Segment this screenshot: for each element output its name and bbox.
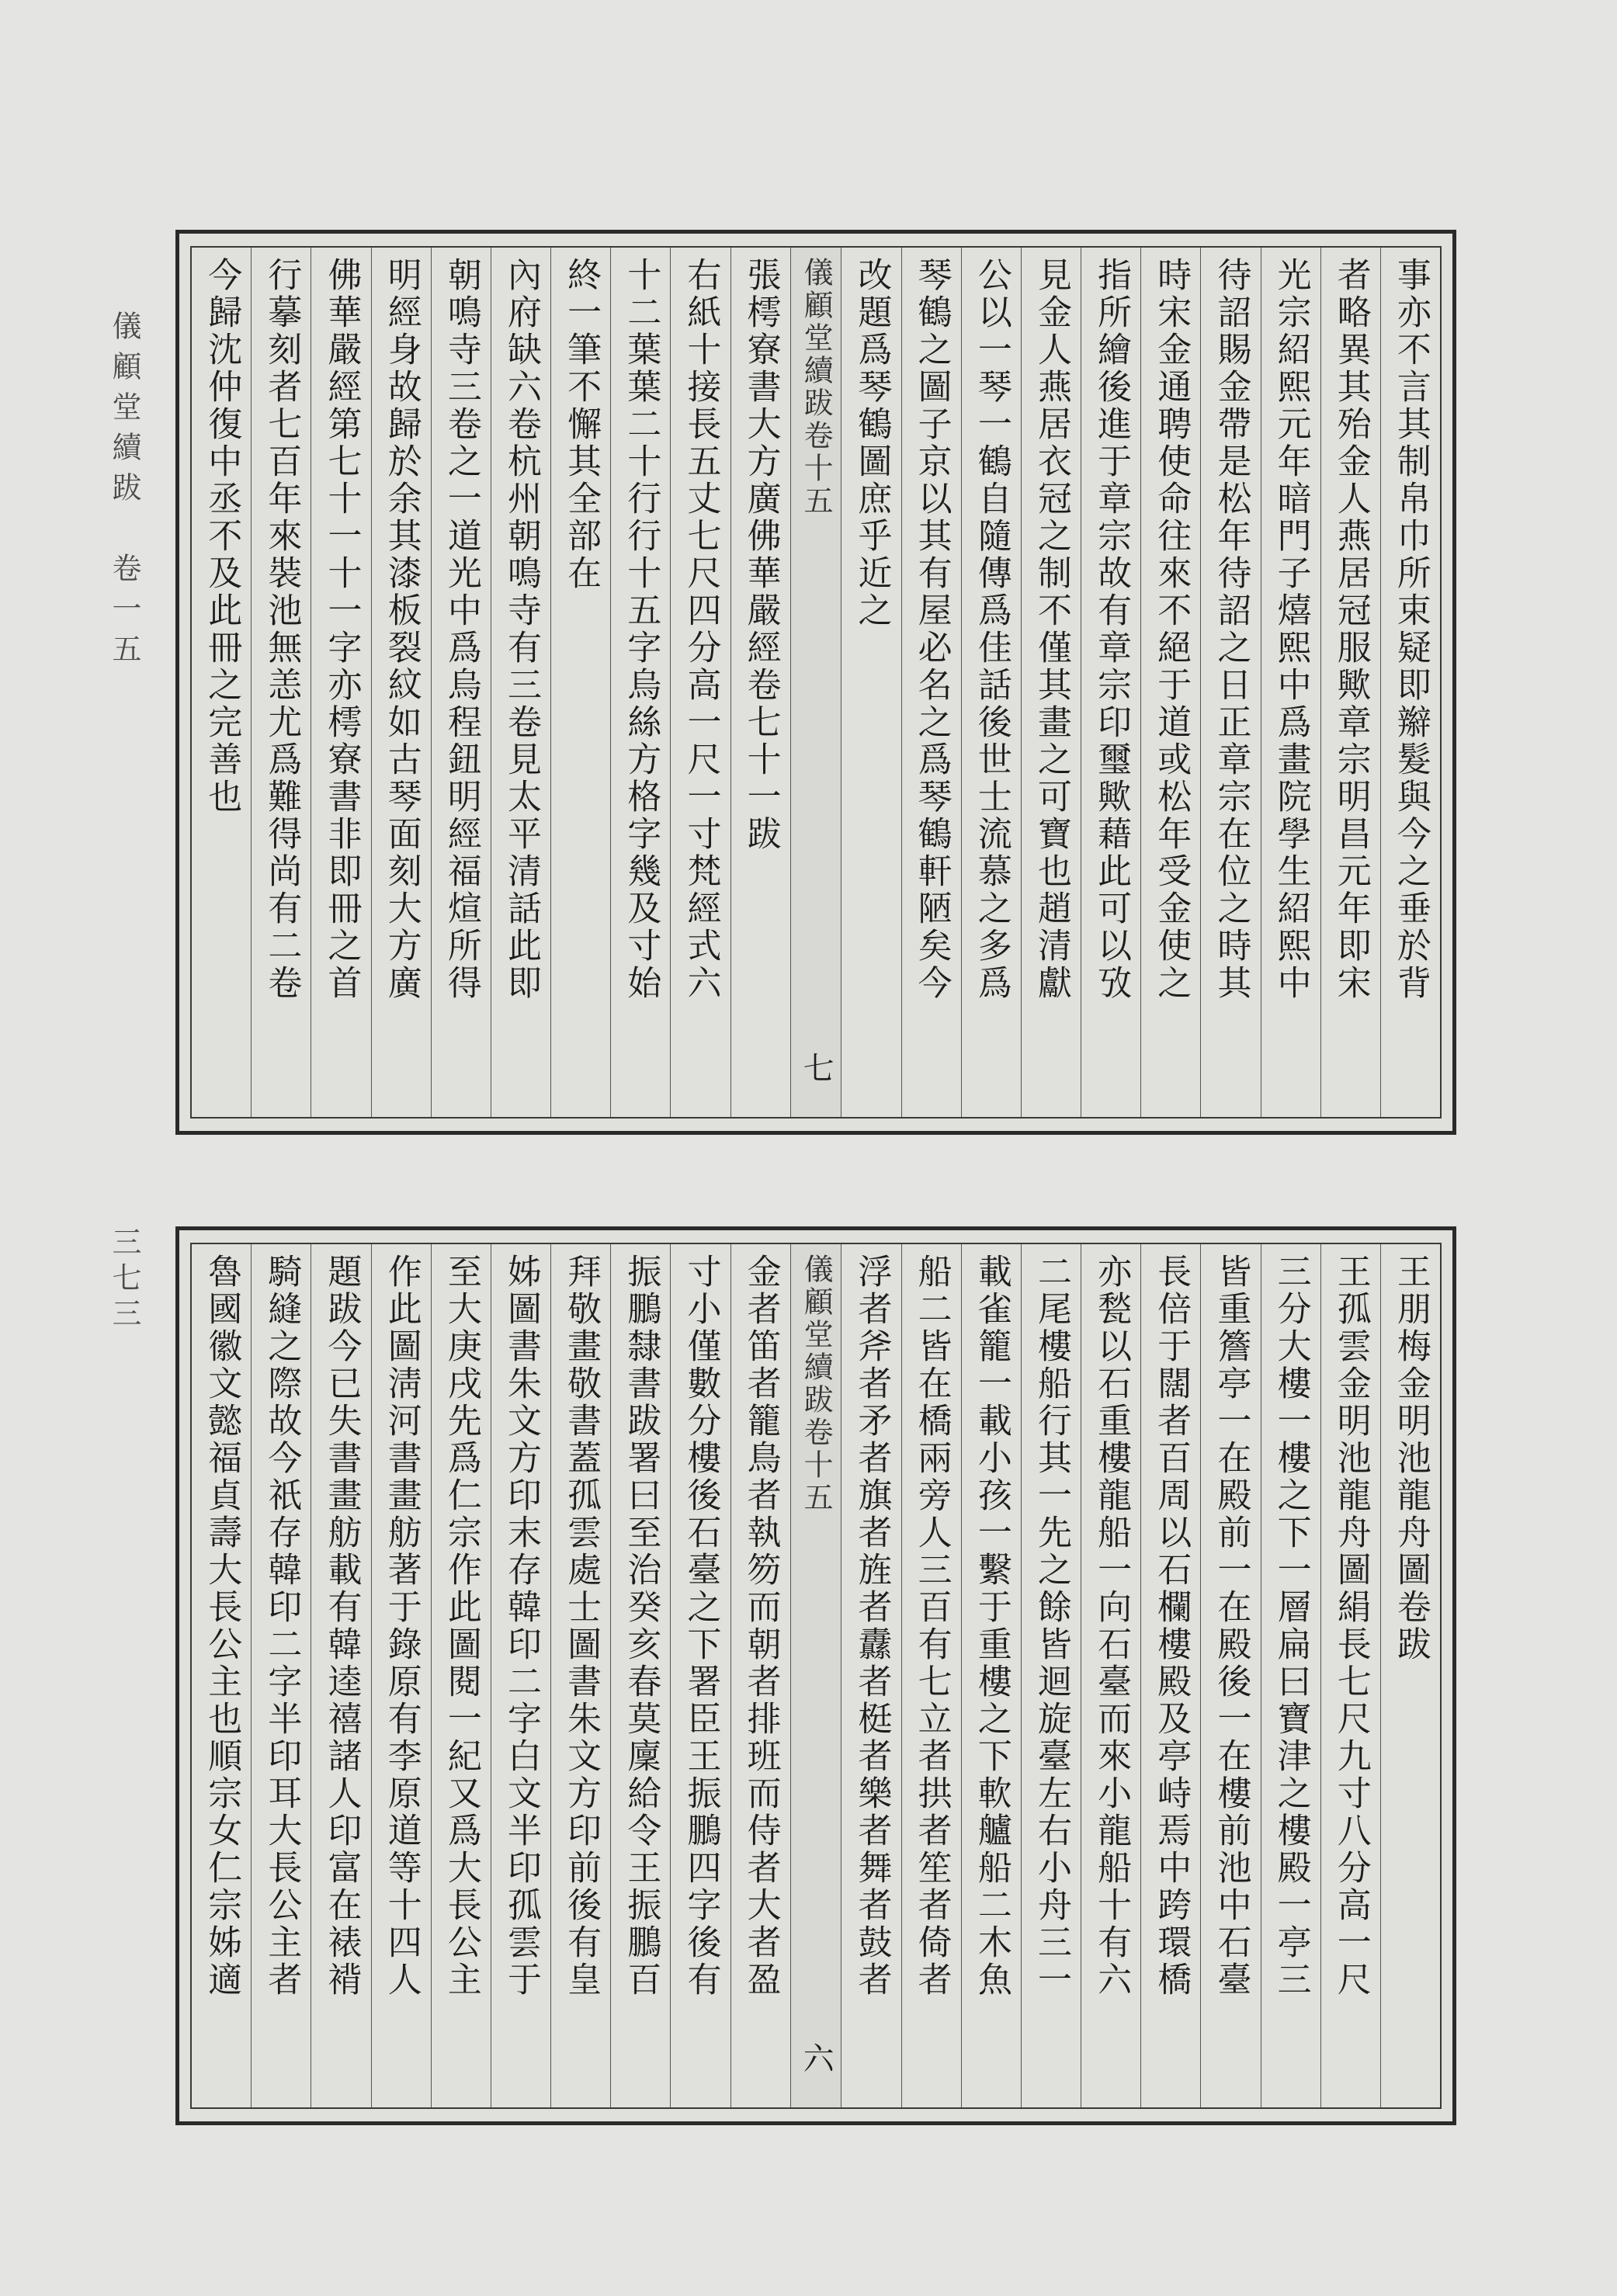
text-column: 至大庚戌先爲仁宗作此圖閱一紀又爲大長公主 — [431, 1244, 491, 2107]
text-column: 今歸沈仲復中丞不及此冊之完善也 — [202, 257, 242, 816]
text-column: 亦甃以石重樓龍船一向石臺而來小龍船十有六 — [1081, 1244, 1140, 2107]
center-fold-column — [790, 248, 841, 1117]
text-column: 振鵬隸書跋署曰至治癸亥春莫廩給令王振鵬百 — [610, 1244, 670, 2107]
text-column: 指所繪後進于章宗故有章宗印璽歟藉此可以攷 — [1081, 248, 1140, 1117]
text-column: 船二皆在橋兩旁人三百有七立者拱者笙者倚者 — [901, 1244, 961, 2107]
text-column: 長倍于闊者百周以石欄樓殿及亭峙焉中跨環橋 — [1140, 1244, 1200, 2107]
text-column: 騎縫之際故今祇存韓印二字半印耳大長公主者 — [251, 1244, 311, 2107]
leaf-number: 六 — [798, 2042, 835, 2076]
text-column: 明經身故歸於余其漆板裂紋如古琴面刻大方廣 — [371, 248, 431, 1117]
text-column: 皆重簷亭一在殿前一在殿後一在樓前池中石臺 — [1200, 1244, 1260, 2107]
top-page-panel — [175, 230, 1456, 1135]
text-column: 事亦不言其制帛巾所束疑即辮髮與今之垂於背 — [1380, 248, 1440, 1117]
text-column: 朝鳴寺三卷之一道光中爲烏程鈕明經福煊所得 — [431, 248, 491, 1117]
text-column: 佛華嚴經第七十一十一字亦樗寮書非即冊之首 — [311, 248, 370, 1117]
text-column: 姊圖書朱文方印末存韓印二字白文半印孤雲于 — [491, 1244, 550, 2107]
text-column: 公以一琴一鶴自隨傳爲佳話後世士流慕之多爲 — [961, 248, 1021, 1117]
text-column: 內府缺六卷杭州朝鳴寺有三卷見太平清話此即 — [491, 248, 550, 1117]
text-column: 金者笛者籠鳥者執笏而朝者排班而侍者大者盈 — [730, 1244, 790, 2107]
center-fold-column — [790, 1244, 841, 2107]
text-column: 時宋金通聘使命往來不絕于道或松年受金使之 — [1140, 248, 1200, 1117]
volume-marker: 儀顧堂續跋卷十五 — [799, 257, 834, 518]
text-column: 王朋梅金明池龍舟圖卷跋 — [1380, 1244, 1440, 2107]
text-column: 終一筆不懈其全部在 — [550, 248, 610, 1117]
leaf-number: 七 — [798, 1052, 835, 1086]
text-column: 王孤雲金明池龍舟圖絹長七尺九寸八分高一尺 — [1320, 1244, 1380, 2107]
text-column: 載雀籠一載小孩一繫于重樓之下軟艫船二木魚 — [961, 1244, 1021, 2107]
text-column: 作此圖淸河書畫舫著于錄原有李原道等十四人 — [371, 1244, 431, 2107]
text-column: 浮者斧者矛者旗者旌者纛者梃者樂者舞者鼓者 — [841, 1244, 900, 2107]
text-column: 琴鶴之圖子京以其有屋必名之爲琴鶴軒陋矣今 — [901, 248, 961, 1117]
text-column: 三分大樓一樓之下一層扁曰寶津之樓殿一亭三 — [1261, 1244, 1320, 2107]
text-column: 十二葉葉二十行行十五字烏絲方格字幾及寸始 — [610, 248, 670, 1117]
text-column: 光宗紹熙元年暗門子熺熙中爲畫院學生紹熙中 — [1261, 248, 1320, 1117]
bottom-page-panel — [175, 1226, 1456, 2125]
text-column: 二尾樓船行其一先之餘皆迴旋臺左右小舟三一 — [1021, 1244, 1081, 2107]
text-column: 行摹刻者七百年來裝池無恙尤爲難得尚有二卷 — [251, 248, 311, 1117]
text-column: 張樗寮書大方廣佛華嚴經卷七十一跋 — [730, 248, 790, 1117]
top-page-text-block — [190, 246, 1442, 1119]
text-column: 寸小僅數分樓後石臺之下署臣王振鵬四字後有 — [670, 1244, 730, 2107]
text-column: 題跋今已失書畫舫載有韓逵禧諸人印富在裱褙 — [311, 1244, 370, 2107]
volume-marker: 儀顧堂續跋卷十五 — [799, 1254, 834, 1514]
bottom-page-text-block — [190, 1243, 1442, 2109]
text-column: 見金人燕居衣冠之制不僅其畫之可寶也趙清獻 — [1021, 248, 1081, 1117]
text-column: 改題爲琴鶴圖庶乎近之 — [841, 248, 900, 1117]
text-column: 者略異其殆金人燕居冠服歟章宗明昌元年即宋 — [1320, 248, 1380, 1117]
book-title-margin: 儀顧堂續跋 卷一五 — [107, 310, 141, 674]
text-column: 右紙十接長五丈七尺四分高一尺一寸梵經式六 — [670, 248, 730, 1117]
text-column: 待詔賜金帶是松年待詔之日正章宗在位之時其 — [1200, 248, 1260, 1117]
page-number-margin: 三七三 — [107, 1226, 141, 1334]
text-column: 魯國徽文懿福貞壽大長公主也順宗女仁宗姊適 — [202, 1254, 242, 1999]
text-column: 拜敬畫敬書蓋孤雲處士圖書朱文方印前後有皇 — [550, 1244, 610, 2107]
